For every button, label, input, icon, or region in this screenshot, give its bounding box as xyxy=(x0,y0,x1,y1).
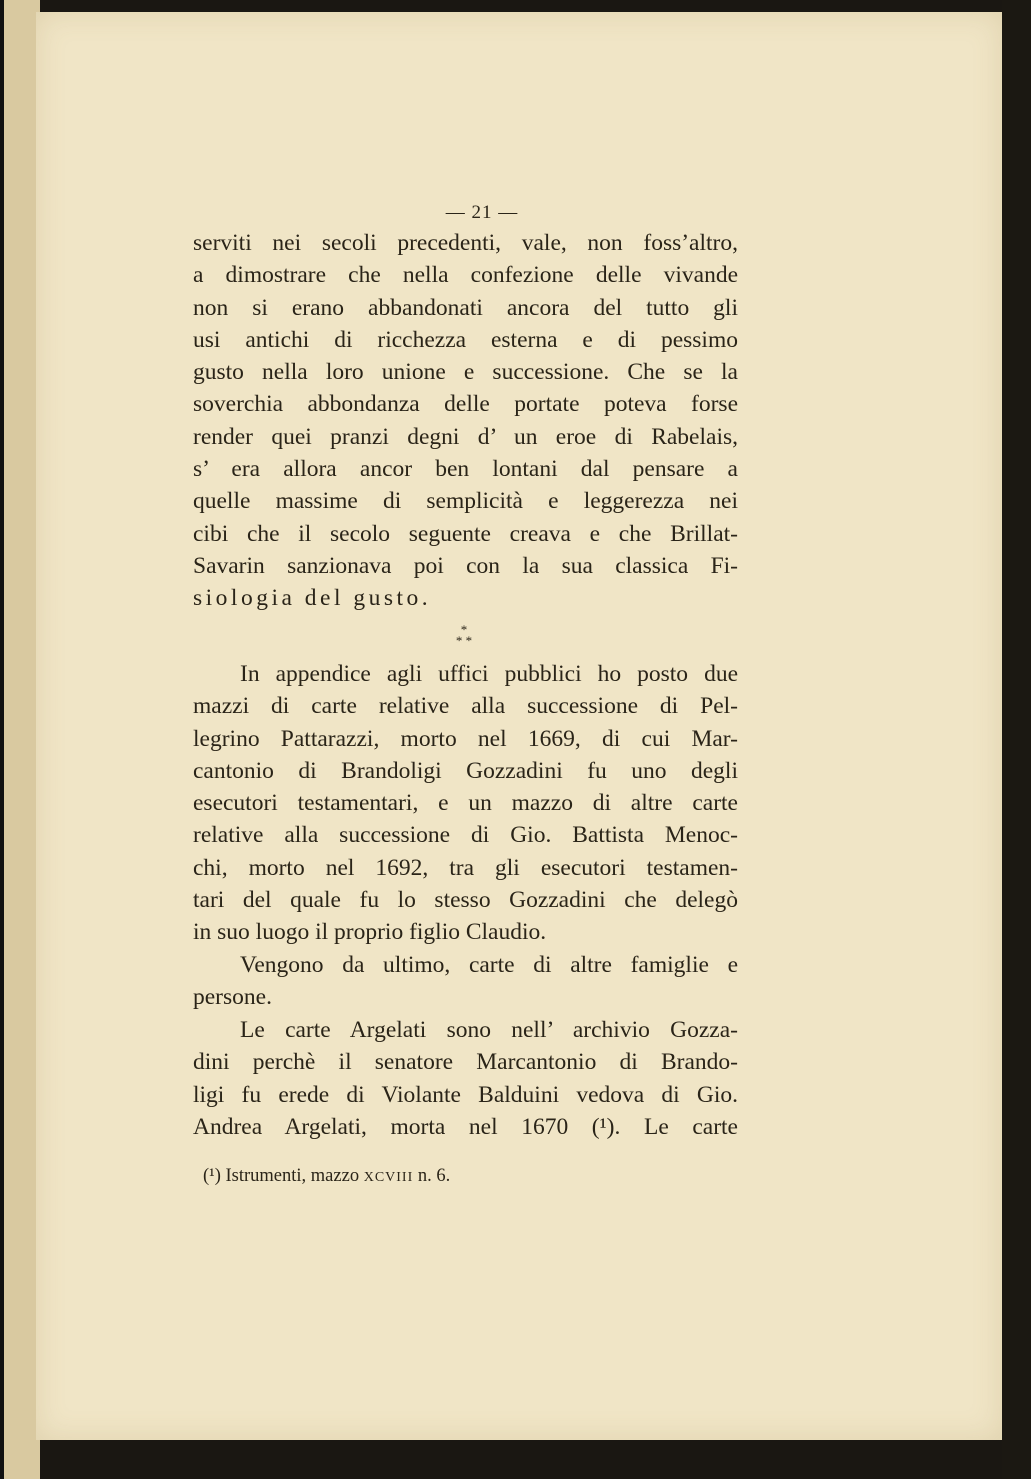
text-line: relative alla successione di Gio. Battista Menoc- xyxy=(193,822,738,849)
page-number: — 21 — xyxy=(445,202,519,223)
footnote-marker: (¹) xyxy=(203,1166,221,1186)
text-line: a dimostrare che nella confezione delle vivande xyxy=(193,262,738,289)
text-line: Le carte Argelati sono nell’ archivio Gozza- xyxy=(240,1017,738,1043)
text-line: legrino Pattarazzi, morto nel 1669, di cui Mar- xyxy=(193,725,738,752)
text-line: In appendice agli uffici pubblici ho posto due xyxy=(240,661,738,687)
text-line: in suo luogo il proprio figlio Claudio. xyxy=(193,919,547,946)
text-line: Savarin sanzionava poi con la sua classica Fi- xyxy=(193,552,738,579)
text-line: siologia del gusto. xyxy=(193,585,432,612)
text-line: cibi che il secolo seguente creava e che Brillat- xyxy=(193,520,738,547)
text-line: non si erano abbandonati ancora del tutto gli xyxy=(193,294,738,321)
book-page xyxy=(36,12,1002,1440)
text-line: ligi fu erede di Violante Balduini vedova di Gio. xyxy=(193,1081,738,1108)
paragraph-2 xyxy=(193,658,738,949)
text-line: Andrea Argelati, morta nel 1670 (¹). Le carte xyxy=(193,1113,738,1140)
text-line: dini perchè il senatore Marcantonio di Brando- xyxy=(193,1049,738,1076)
footnote-text: Istrumenti, mazzo xyxy=(225,1166,360,1186)
scan-border-right xyxy=(1002,0,1031,1479)
text-line: soverchia abbondanza delle portate poteva forse xyxy=(193,391,738,418)
text-line: gusto nella loro unione e successione. Che se la xyxy=(193,359,738,386)
text-line: usi antichi di ricchezza esterna e di pessimo xyxy=(193,326,738,353)
paragraph-1 xyxy=(193,227,738,615)
paragraph-3 xyxy=(193,949,738,1014)
asterism xyxy=(446,624,482,646)
paragraph-4 xyxy=(193,1014,738,1143)
text-line: cantonio di Brandoligi Gozzadini fu uno degli xyxy=(193,757,738,784)
text-line: quelle massime di semplicità e leggerezza nei xyxy=(193,488,738,515)
text-line: persone. xyxy=(193,984,272,1011)
footnote-numeral: XCVIII xyxy=(363,1170,414,1185)
footnote-text-end: n. 6. xyxy=(417,1166,451,1186)
footnote xyxy=(203,1166,450,1187)
text-line: s’ era allora ancor ben lontani dal pensare a xyxy=(193,456,738,483)
text-line: render quei pranzi degni d’ un eroe di Rabelais, xyxy=(193,423,738,450)
text-line: esecutori testamentari, e un mazzo di altre carte xyxy=(193,790,738,817)
asterism-top: * xyxy=(460,622,468,637)
asterism-bottom: * * xyxy=(455,633,473,648)
text-line: chi, morto nel 1692, tra gli esecutori testamen- xyxy=(193,854,738,881)
text-line: Vengono da ultimo, carte di altre famiglie e xyxy=(240,952,738,978)
text-line: tari del quale fu lo stesso Gozzadini che delegò xyxy=(193,887,738,914)
text-line: serviti nei secoli precedenti, vale, non foss’altro, xyxy=(193,230,738,256)
text-line: mazzi di carte relative alla successione di Pel- xyxy=(193,693,738,720)
